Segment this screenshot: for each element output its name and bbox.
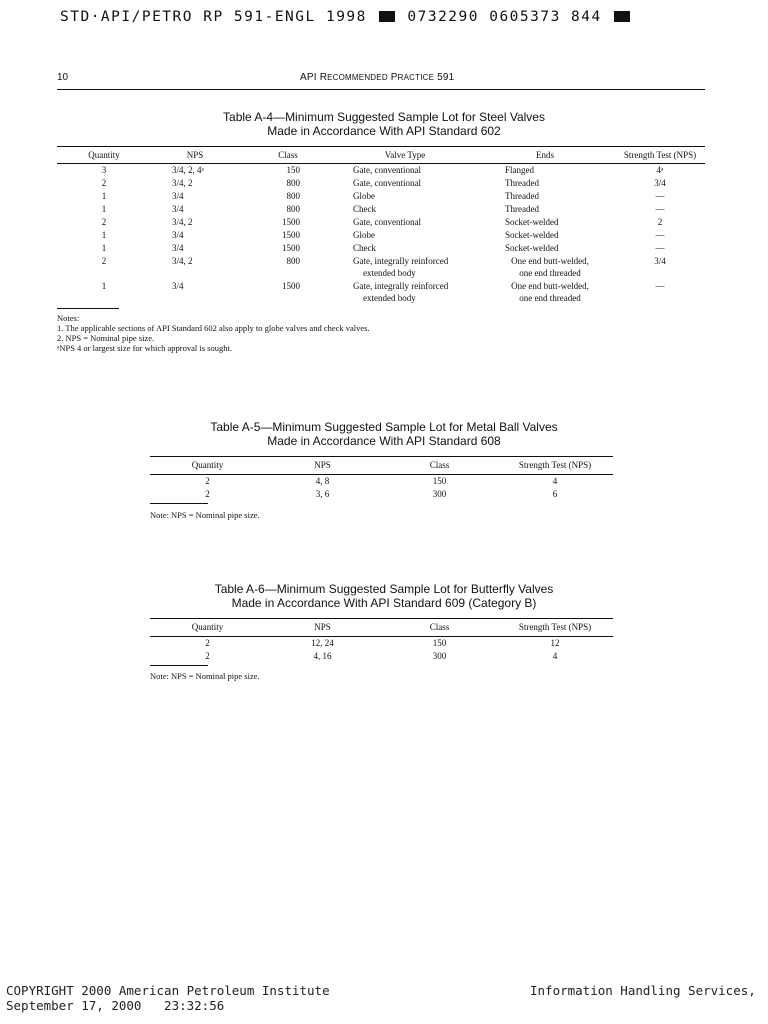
quantity-cell: 1: [101, 230, 107, 240]
class-cell: 800: [286, 256, 300, 266]
header-rule: [57, 89, 705, 90]
strength-test-cell: —: [655, 281, 665, 291]
ends-cell-cont: one end threaded: [519, 293, 581, 303]
page-number: 10: [57, 72, 69, 83]
column-header: Class: [429, 460, 450, 470]
running-head: [300, 72, 454, 83]
table-a4-title-line2: Made in Accordance With API Standard 602: [267, 124, 501, 138]
doc-id-number: 0732290 0605373 844: [407, 9, 602, 25]
table-a6-top-rule: [150, 618, 613, 619]
nps-cell: 3/4, 2: [172, 256, 193, 266]
nps-cell: 4, 16: [313, 651, 332, 661]
nps-cell: 3/4: [172, 243, 184, 253]
valve-type-cell: Check: [353, 204, 376, 214]
ends-cell: Threaded: [505, 178, 539, 188]
valve-type-cell: Gate, conventional: [353, 178, 421, 188]
strength-test-cell: 12: [550, 638, 560, 648]
nps-cell: 3/4: [172, 204, 184, 214]
nps-cell: 3/4, 2: [172, 217, 193, 227]
table-a5-title-line2: Made in Accordance With API Standard 608: [267, 434, 501, 448]
column-header: NPS: [186, 150, 204, 160]
quantity-cell: 1: [101, 243, 107, 253]
table-a6-title-line2: Made in Accordance With API Standard 609 (Category B): [231, 596, 537, 610]
nps-cell: 3/4, 2, 4ᵃ: [172, 165, 204, 175]
copyright-footer: [6, 983, 330, 1013]
ends-cell: Socket-welded: [505, 230, 559, 240]
column-header: NPS: [314, 622, 331, 632]
table-a4-top-rule: [57, 146, 705, 147]
ends-cell: Threaded: [505, 204, 539, 214]
table-a6-title: [0, 582, 768, 610]
table-a6-title-line1: Table A-6—Minimum Suggested Sample Lot for Butterfly Valves: [214, 582, 554, 596]
valve-type-cell: Globe: [353, 230, 375, 240]
notes-heading: Notes:: [57, 313, 80, 323]
document-id-stamp: [60, 9, 632, 25]
class-cell: 800: [286, 178, 300, 188]
ends-cell: One end butt-welded,: [511, 281, 589, 291]
quantity-cell: 2: [205, 476, 210, 486]
doc-id-text: STD·API/PETRO RP 591-ENGL 1998: [60, 9, 367, 25]
quantity-cell: 2: [205, 489, 210, 499]
note-line: 2. NPS = Nominal pipe size.: [57, 333, 155, 343]
column-header: Strength Test (NPS): [518, 460, 592, 470]
strength-test-cell: 4: [552, 476, 558, 486]
running-head-c: P: [387, 72, 398, 83]
table-a4-note-rule: [57, 308, 119, 309]
valve-type-cell: Gate, conventional: [353, 217, 421, 227]
strength-test-cell: —: [655, 230, 665, 240]
table-a5-note: Note: NPS = Nominal pipe size.: [150, 510, 260, 520]
ends-cell: One end butt-welded,: [511, 256, 589, 266]
quantity-cell: 1: [101, 191, 107, 201]
valve-type-cell: Globe: [353, 191, 375, 201]
class-cell: 1500: [282, 230, 300, 240]
nps-cell: 4, 8: [315, 476, 330, 486]
column-header: Strength Test (NPS): [623, 150, 697, 160]
class-cell: 1500: [282, 243, 300, 253]
strength-test-cell: 4: [552, 651, 558, 661]
column-header: Quantity: [191, 622, 224, 632]
valve-type-cell-cont: extended body: [363, 293, 416, 303]
quantity-cell: 3: [101, 165, 107, 175]
ends-cell: Socket-welded: [505, 243, 559, 253]
strength-test-cell: 3/4: [654, 178, 666, 188]
footer-provider: Information Handling Services,: [530, 983, 756, 998]
running-head-e: 591: [434, 72, 455, 83]
valve-type-cell-cont: extended body: [363, 268, 416, 278]
table-a4-title: [0, 110, 768, 138]
column-header: Quantity: [191, 460, 224, 470]
nps-cell: 3/4: [172, 281, 184, 291]
strength-test-cell: —: [655, 243, 665, 253]
quantity-cell: 2: [205, 651, 210, 661]
class-cell: 1500: [282, 281, 300, 291]
footer-line-1: COPYRIGHT 2000 American Petroleum Institute: [6, 983, 330, 998]
class-cell: 150: [432, 476, 447, 486]
redaction-block: [379, 11, 395, 22]
ends-cell: Threaded: [505, 191, 539, 201]
column-header: Strength Test (NPS): [518, 622, 592, 632]
table-a5-title: [0, 420, 768, 448]
nps-cell: 3/4, 2: [172, 178, 193, 188]
nps-cell: 12, 24: [311, 638, 334, 648]
class-cell: 800: [286, 204, 300, 214]
class-cell: 300: [432, 651, 447, 661]
class-cell: 150: [432, 638, 447, 648]
table-a5-top-rule: [150, 456, 613, 457]
ends-cell: Socket-welded: [505, 217, 559, 227]
table-a6-note: Note: NPS = Nominal pipe size.: [150, 671, 260, 681]
valve-type-cell: Gate, integrally reinforced: [353, 281, 449, 291]
strength-test-cell: 2: [657, 217, 663, 227]
column-header: Ends: [536, 150, 554, 160]
table-a5-title-line1: Table A-5—Minimum Suggested Sample Lot for Metal Ball Valves: [210, 420, 558, 434]
class-cell: 150: [286, 165, 300, 175]
strength-test-cell: 6: [552, 489, 558, 499]
nps-cell: 3/4: [172, 230, 184, 240]
valve-type-cell: Gate, integrally reinforced: [353, 256, 449, 266]
nps-cell: 3/4: [172, 191, 184, 201]
class-cell: 800: [286, 191, 300, 201]
column-header: Class: [278, 150, 298, 160]
ends-cell-cont: one end threaded: [519, 268, 581, 278]
valve-type-cell: Gate, conventional: [353, 165, 421, 175]
quantity-cell: 1: [101, 281, 107, 291]
valve-type-cell: Check: [353, 243, 376, 253]
running-head-d: RACTICE: [397, 73, 435, 82]
ends-cell: Flanged: [505, 165, 534, 175]
table-a6-note-rule: [150, 665, 208, 666]
class-cell: 300: [432, 489, 447, 499]
quantity-cell: 1: [101, 204, 107, 214]
strength-test-cell: —: [655, 191, 665, 201]
table-a5-note-rule: [150, 503, 208, 504]
strength-test-cell: 4ᵃ: [656, 165, 664, 175]
redaction-block: [614, 11, 630, 22]
column-header: NPS: [314, 460, 331, 470]
strength-test-cell: —: [655, 204, 665, 214]
note-line: 1. The applicable sections of API Standard 602 also apply to globe valves and check valves.: [57, 323, 370, 333]
column-header: Valve Type: [384, 150, 426, 160]
quantity-cell: 2: [101, 256, 107, 266]
quantity-cell: 2: [101, 217, 107, 227]
running-head-b: ECOMMENDED: [327, 73, 388, 82]
quantity-cell: 2: [205, 638, 210, 648]
class-cell: 1500: [282, 217, 300, 227]
quantity-cell: 2: [101, 178, 107, 188]
running-head-a: API R: [300, 72, 328, 83]
nps-cell: 3, 6: [315, 489, 330, 499]
table-a4-title-line1: Table A-4—Minimum Suggested Sample Lot for Steel Valves: [223, 110, 545, 124]
footer-line-2: September 17, 2000 23:32:56: [6, 998, 225, 1013]
note-line: ᵃNPS 4 or largest size for which approval is sought.: [57, 343, 232, 353]
strength-test-cell: 3/4: [654, 256, 666, 266]
column-header: Class: [429, 622, 450, 632]
column-header: Quantity: [88, 150, 120, 160]
